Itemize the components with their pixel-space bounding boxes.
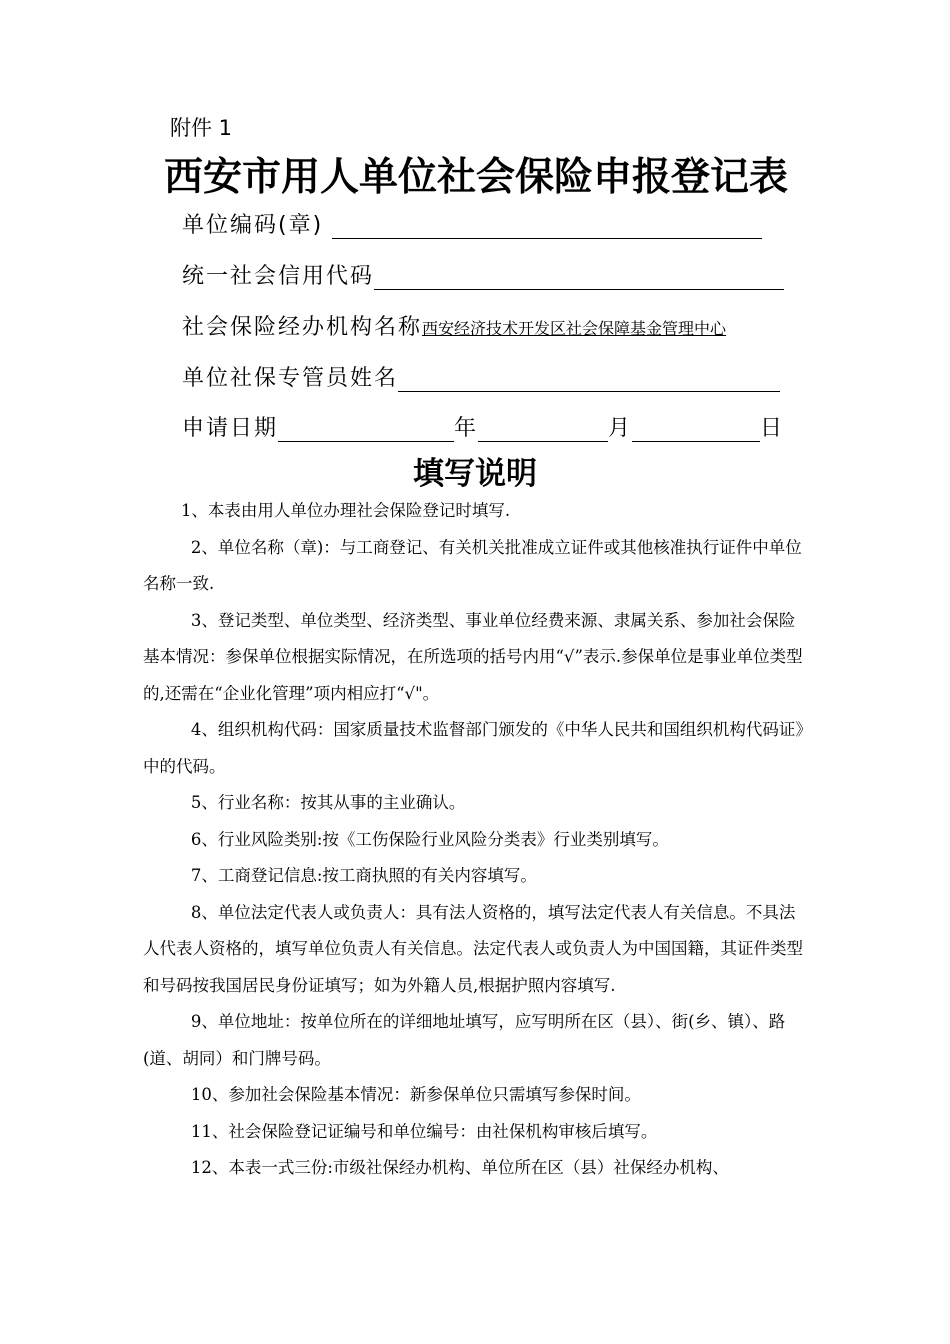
instruction-item: 7、工商登记信息:按工商执照的有关内容填写。 bbox=[190, 866, 537, 885]
annex-label: 附件 1 bbox=[170, 116, 233, 140]
field-manager-label: 单位社保专管员姓名 bbox=[182, 366, 399, 391]
instruction-item: 9、单位地址：按单位所在的详细地址填写，应写明所在区（县）、街(乡、镇）、路(道、胡同）和门牌号码。 bbox=[143, 1012, 786, 1068]
instruction-item: 2、单位名称（章)：与工商登记、有关机关批准成立证件或其他核准执行证件中单位名称一致. bbox=[143, 537, 802, 593]
field-date-label: 申请日期 bbox=[182, 416, 279, 441]
field-credit-code-label: 统一社会信用代码 bbox=[182, 264, 375, 289]
field-agency bbox=[182, 310, 726, 341]
instruction-item: 3、登记类型、单位类型、经济类型、事业单位经费来源、隶属关系、参加社会保险基本情况：参保单位根据实际情况，在所选项的括号内用“√”表示.参保单位是事业单位类型的,还需在“企业化管理”项内相应打“√"。 bbox=[143, 610, 803, 703]
instructions-heading: 填写说明 bbox=[413, 456, 537, 492]
year-blank[interactable] bbox=[278, 419, 454, 442]
agency-value: 西安经济技术开发区社会保障基金管理中心 bbox=[422, 319, 727, 338]
instruction-item: 11、社会保险登记证编号和单位编号：由社保机构审核后填写。 bbox=[190, 1121, 658, 1141]
instructions-body bbox=[143, 493, 811, 1187]
instruction-item: 10、参加社会保险基本情况：新参保单位只需填写参保时间。 bbox=[190, 1085, 641, 1104]
month-label: 月 bbox=[608, 416, 633, 441]
instruction-item: 1、本表由用人单位办理社会保险登记时填写. bbox=[180, 501, 511, 520]
day-blank[interactable] bbox=[632, 419, 760, 442]
instruction-item: 4、组织机构代码：国家质量技术监督部门颁发的《中华人民共和国组织机构代码证》中的代码。 bbox=[143, 720, 804, 776]
form-title-text: 西安市用人单位社会保险申报登记表 bbox=[163, 154, 788, 200]
field-unit-code bbox=[182, 208, 762, 239]
unit-code-blank[interactable] bbox=[332, 216, 762, 239]
field-date bbox=[182, 411, 784, 442]
field-manager bbox=[182, 361, 780, 392]
year-label: 年 bbox=[454, 416, 479, 441]
field-credit-code bbox=[182, 259, 784, 290]
manager-blank[interactable] bbox=[398, 369, 780, 392]
field-unit-code-label: 单位编码(章) bbox=[182, 213, 324, 238]
instruction-item: 6、行业风险类别:按《工伤保险行业风险分类表》行业类别填写。 bbox=[190, 829, 669, 849]
instruction-item: 12、本表一式三份:市级社保经办机构、单位所在区（县）社保经办机构、 bbox=[190, 1158, 729, 1177]
credit-code-blank[interactable] bbox=[374, 267, 784, 290]
instruction-item: 8、单位法定代表人或负责人：具有法人资格的，填写法定代表人有关信息。不具法人代表人资格的，填写单位负责人有关信息。法定代表人或负责人为中国国籍，其证件类型和号码按我国居民身份证填写；如为外籍人员,根据护照内容填写. bbox=[143, 902, 803, 995]
field-agency-label: 社会保险经办机构名称 bbox=[182, 315, 423, 340]
day-label: 日 bbox=[760, 416, 785, 441]
instruction-item: 5、行业名称：按其从事的主业确认。 bbox=[190, 793, 466, 812]
month-blank[interactable] bbox=[478, 419, 608, 442]
form-title bbox=[0, 146, 950, 202]
